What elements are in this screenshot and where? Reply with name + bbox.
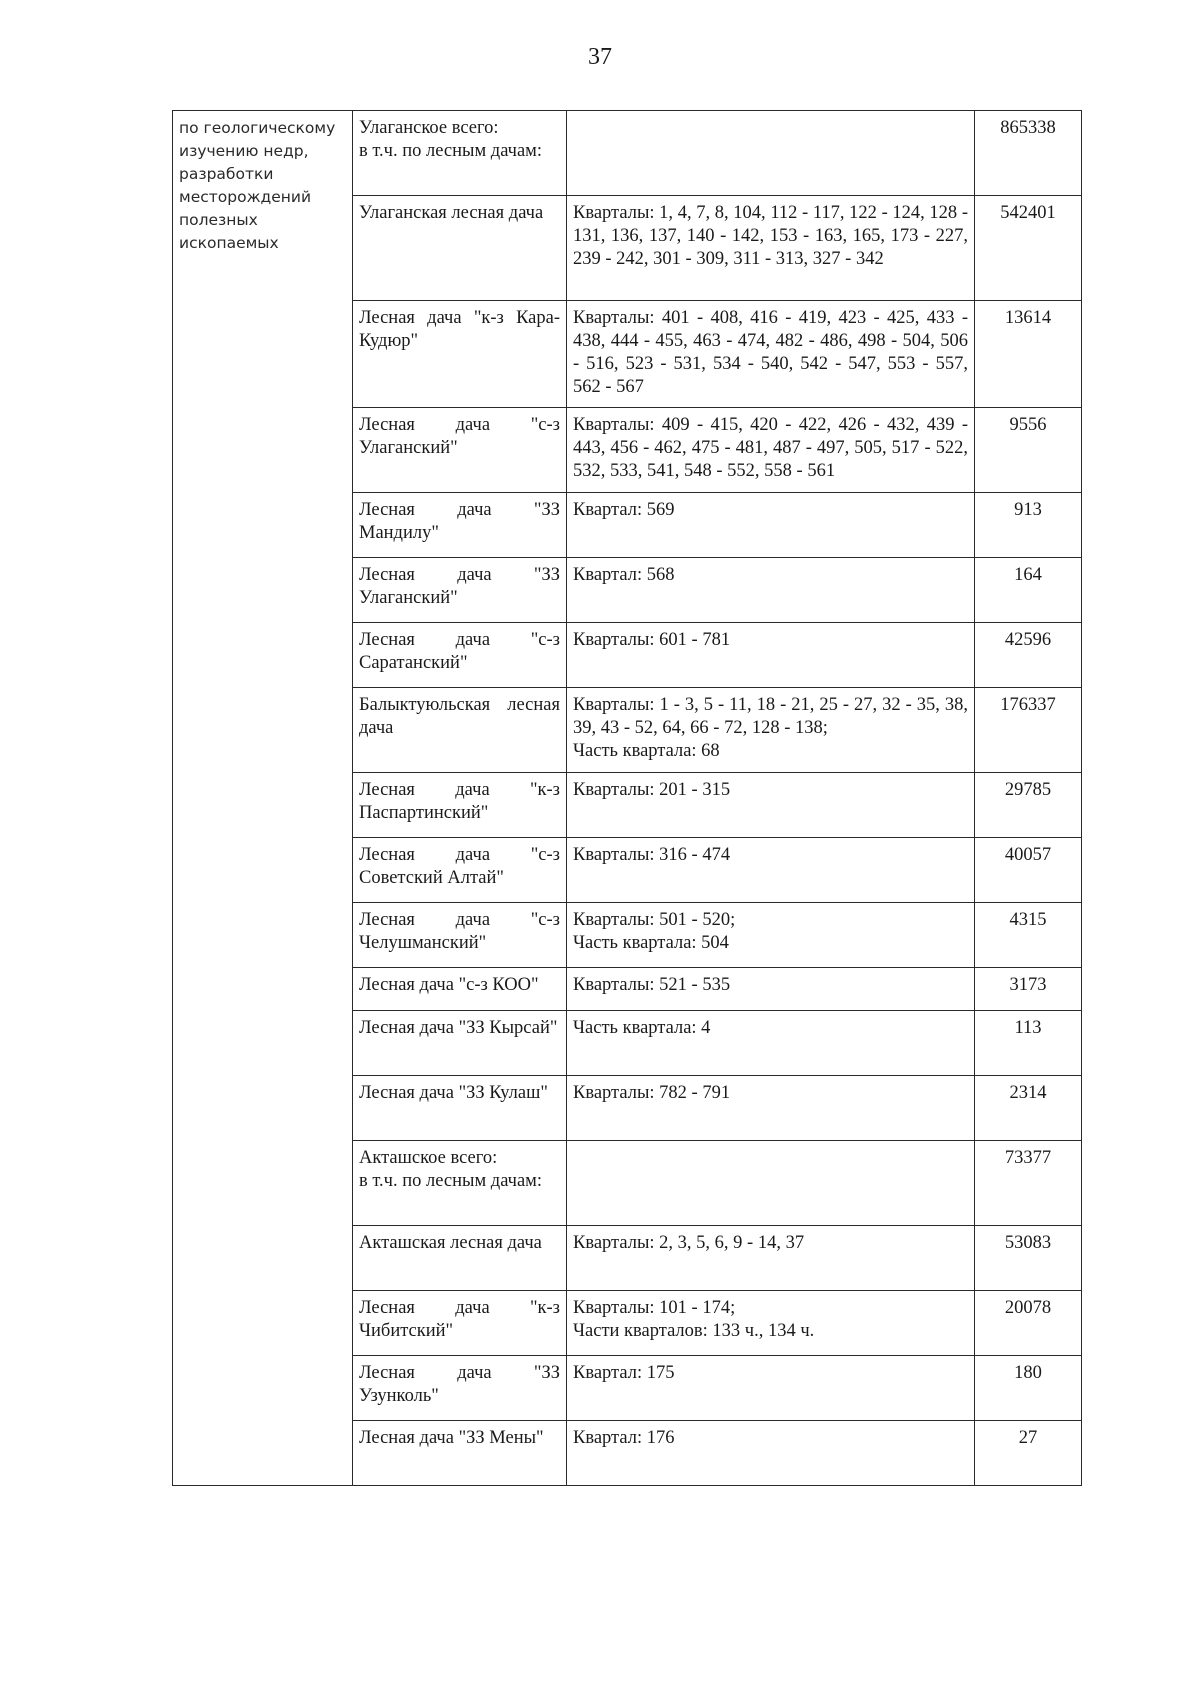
forest-cell: Улаганская лесная дача bbox=[353, 196, 567, 301]
area-cell: 2314 bbox=[975, 1076, 1082, 1141]
quarters-cell: Кварталы: 316 - 474 bbox=[567, 838, 975, 903]
forest-cell: Акташская лесная дача bbox=[353, 1226, 567, 1291]
table-row bbox=[173, 111, 1082, 196]
area-cell: 3173 bbox=[975, 968, 1082, 1011]
forest-cell: Лесная дача "к-з Чибитский" bbox=[353, 1291, 567, 1356]
quarters-cell: Кварталы: 521 - 535 bbox=[567, 968, 975, 1011]
forest-districts-table bbox=[172, 110, 1082, 1486]
quarters-cell: Кварталы: 2, 3, 5, 6, 9 - 14, 37 bbox=[567, 1226, 975, 1291]
forest-cell: Лесная дача "к-з Паспартинский" bbox=[353, 773, 567, 838]
quarters-cell: Кварталы: 409 - 415, 420 - 422, 426 - 432, 439 - 443, 456 - 462, 475 - 481, 487 - 497, 505, 517 - 522, 532, 533, 541, 548 - 552, 558 - 561 bbox=[567, 408, 975, 493]
area-cell: 40057 bbox=[975, 838, 1082, 903]
quarters-cell: Кварталы: 401 - 408, 416 - 419, 423 - 425, 433 - 438, 444 - 455, 463 - 474, 482 - 486, 498 - 504, 506 - 516, 523 - 531, 534 - 540, 542 - 547, 553 - 557, 562 - 567 bbox=[567, 301, 975, 408]
purpose-cell: по геологическому изучению недр, разработки месторождений полезных ископаемых bbox=[173, 111, 353, 1486]
forest-cell: Лесная дача "с-з Улаганский" bbox=[353, 408, 567, 493]
forest-cell: Лесная дача "с-з Саратанский" bbox=[353, 623, 567, 688]
quarters-cell: Кварталы: 601 - 781 bbox=[567, 623, 975, 688]
quarters-cell: Квартал: 176 bbox=[567, 1421, 975, 1486]
forest-cell: Лесная дача "с-з КОО" bbox=[353, 968, 567, 1011]
quarters-cell: Квартал: 175 bbox=[567, 1356, 975, 1421]
forest-cell: Улаганское всего: в т.ч. по лесным дачам: bbox=[353, 111, 567, 196]
quarters-cell: Кварталы: 201 - 315 bbox=[567, 773, 975, 838]
forest-cell: Лесная дача "ЗЗ Кулаш" bbox=[353, 1076, 567, 1141]
forest-cell: Лесная дача "к-з Кара-Кудюр" bbox=[353, 301, 567, 408]
area-cell: 113 bbox=[975, 1011, 1082, 1076]
forest-cell: Лесная дача "ЗЗ Кырсай" bbox=[353, 1011, 567, 1076]
area-cell: 9556 bbox=[975, 408, 1082, 493]
forest-cell: Лесная дача "ЗЗ Узунколь" bbox=[353, 1356, 567, 1421]
area-cell: 29785 bbox=[975, 773, 1082, 838]
area-cell: 164 bbox=[975, 558, 1082, 623]
area-cell: 913 bbox=[975, 493, 1082, 558]
area-cell: 20078 bbox=[975, 1291, 1082, 1356]
quarters-cell bbox=[567, 111, 975, 196]
quarters-cell: Квартал: 568 bbox=[567, 558, 975, 623]
table-body bbox=[173, 111, 1082, 1486]
quarters-cell: Часть квартала: 4 bbox=[567, 1011, 975, 1076]
quarters-cell bbox=[567, 1141, 975, 1226]
area-cell: 13614 bbox=[975, 301, 1082, 408]
area-cell: 73377 bbox=[975, 1141, 1082, 1226]
forest-cell: Лесная дача "с-з Челушманский" bbox=[353, 903, 567, 968]
quarters-cell: Кварталы: 1 - 3, 5 - 11, 18 - 21, 25 - 27, 32 - 35, 38, 39, 43 - 52, 64, 66 - 72, 128 - 138; Часть квартала: 68 bbox=[567, 688, 975, 773]
quarters-cell: Кварталы: 782 - 791 bbox=[567, 1076, 975, 1141]
forest-cell: Лесная дача "ЗЗ Мандилу" bbox=[353, 493, 567, 558]
area-cell: 53083 bbox=[975, 1226, 1082, 1291]
forest-cell: Акташское всего: в т.ч. по лесным дачам: bbox=[353, 1141, 567, 1226]
forest-cell: Лесная дача "ЗЗ Мены" bbox=[353, 1421, 567, 1486]
area-cell: 180 bbox=[975, 1356, 1082, 1421]
area-cell: 865338 bbox=[975, 111, 1082, 196]
quarters-cell: Кварталы: 101 - 174; Части кварталов: 133 ч., 134 ч. bbox=[567, 1291, 975, 1356]
area-cell: 4315 bbox=[975, 903, 1082, 968]
area-cell: 176337 bbox=[975, 688, 1082, 773]
area-cell: 542401 bbox=[975, 196, 1082, 301]
forest-cell: Лесная дача "с-з Советский Алтай" bbox=[353, 838, 567, 903]
forest-cell: Балыктуюльская лесная дача bbox=[353, 688, 567, 773]
page-number: 37 bbox=[588, 44, 612, 70]
quarters-cell: Квартал: 569 bbox=[567, 493, 975, 558]
quarters-cell: Кварталы: 501 - 520; Часть квартала: 504 bbox=[567, 903, 975, 968]
quarters-cell: Кварталы: 1, 4, 7, 8, 104, 112 - 117, 122 - 124, 128 - 131, 136, 137, 140 - 142, 153 - 163, 165, 173 - 227, 239 - 242, 301 - 309, 311 - 313, 327 - 342 bbox=[567, 196, 975, 301]
area-cell: 27 bbox=[975, 1421, 1082, 1486]
area-cell: 42596 bbox=[975, 623, 1082, 688]
forest-cell: Лесная дача "ЗЗ Улаганский" bbox=[353, 558, 567, 623]
